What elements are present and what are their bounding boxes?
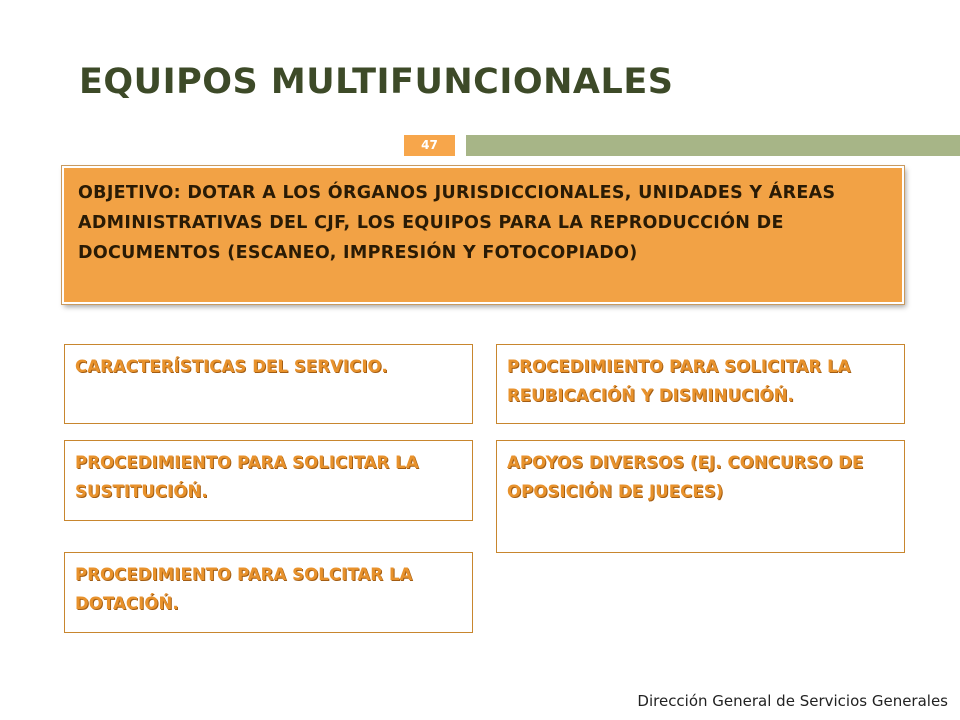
card-label: PROCEDIMIENTO PARA SOLICITAR LA SUSTITUCIÓŃ. bbox=[75, 453, 419, 501]
card-provision-procedure bbox=[64, 552, 473, 633]
objective-text: OBJETIVO: DOTAR A LOS ÓRGANOS JURISDICCIONALES, UNIDADES Y ÁREAS ADMINISTRATIVAS DEL CJF, LOS EQUIPOS PARA LA REPRODUCCIÓN DE DOCUMENTOS (ESCANEO, IMPRESIÓN Y FOTOCOPIADO) bbox=[78, 183, 836, 263]
card-label: PROCEDIMIENTO PARA SOLICITAR LA REUBICACIÓŃ Y DISMINUCIÓŃ. bbox=[507, 357, 851, 405]
slide-title: EQUIPOS MULTIFUNCIONALES bbox=[79, 62, 674, 102]
card-service-characteristics bbox=[64, 344, 473, 424]
card-relocation-procedure bbox=[496, 344, 905, 424]
card-label: APOYOS DIVERSOS (EJ. CONCURSO DE OPOSICIÓN DE JUECES) bbox=[507, 453, 864, 501]
objective-box bbox=[62, 166, 904, 304]
card-label: CARACTERÍSTICAS DEL SERVICIO. bbox=[75, 357, 388, 376]
footer-text: Dirección General de Servicios Generales bbox=[637, 692, 948, 710]
header-bar bbox=[466, 135, 960, 156]
card-substitution-procedure bbox=[64, 440, 473, 521]
card-diverse-support bbox=[496, 440, 905, 553]
card-label: PROCEDIMIENTO PARA SOLCITAR LA DOTACIÓŃ. bbox=[75, 565, 413, 613]
page-number: 47 bbox=[404, 135, 455, 156]
